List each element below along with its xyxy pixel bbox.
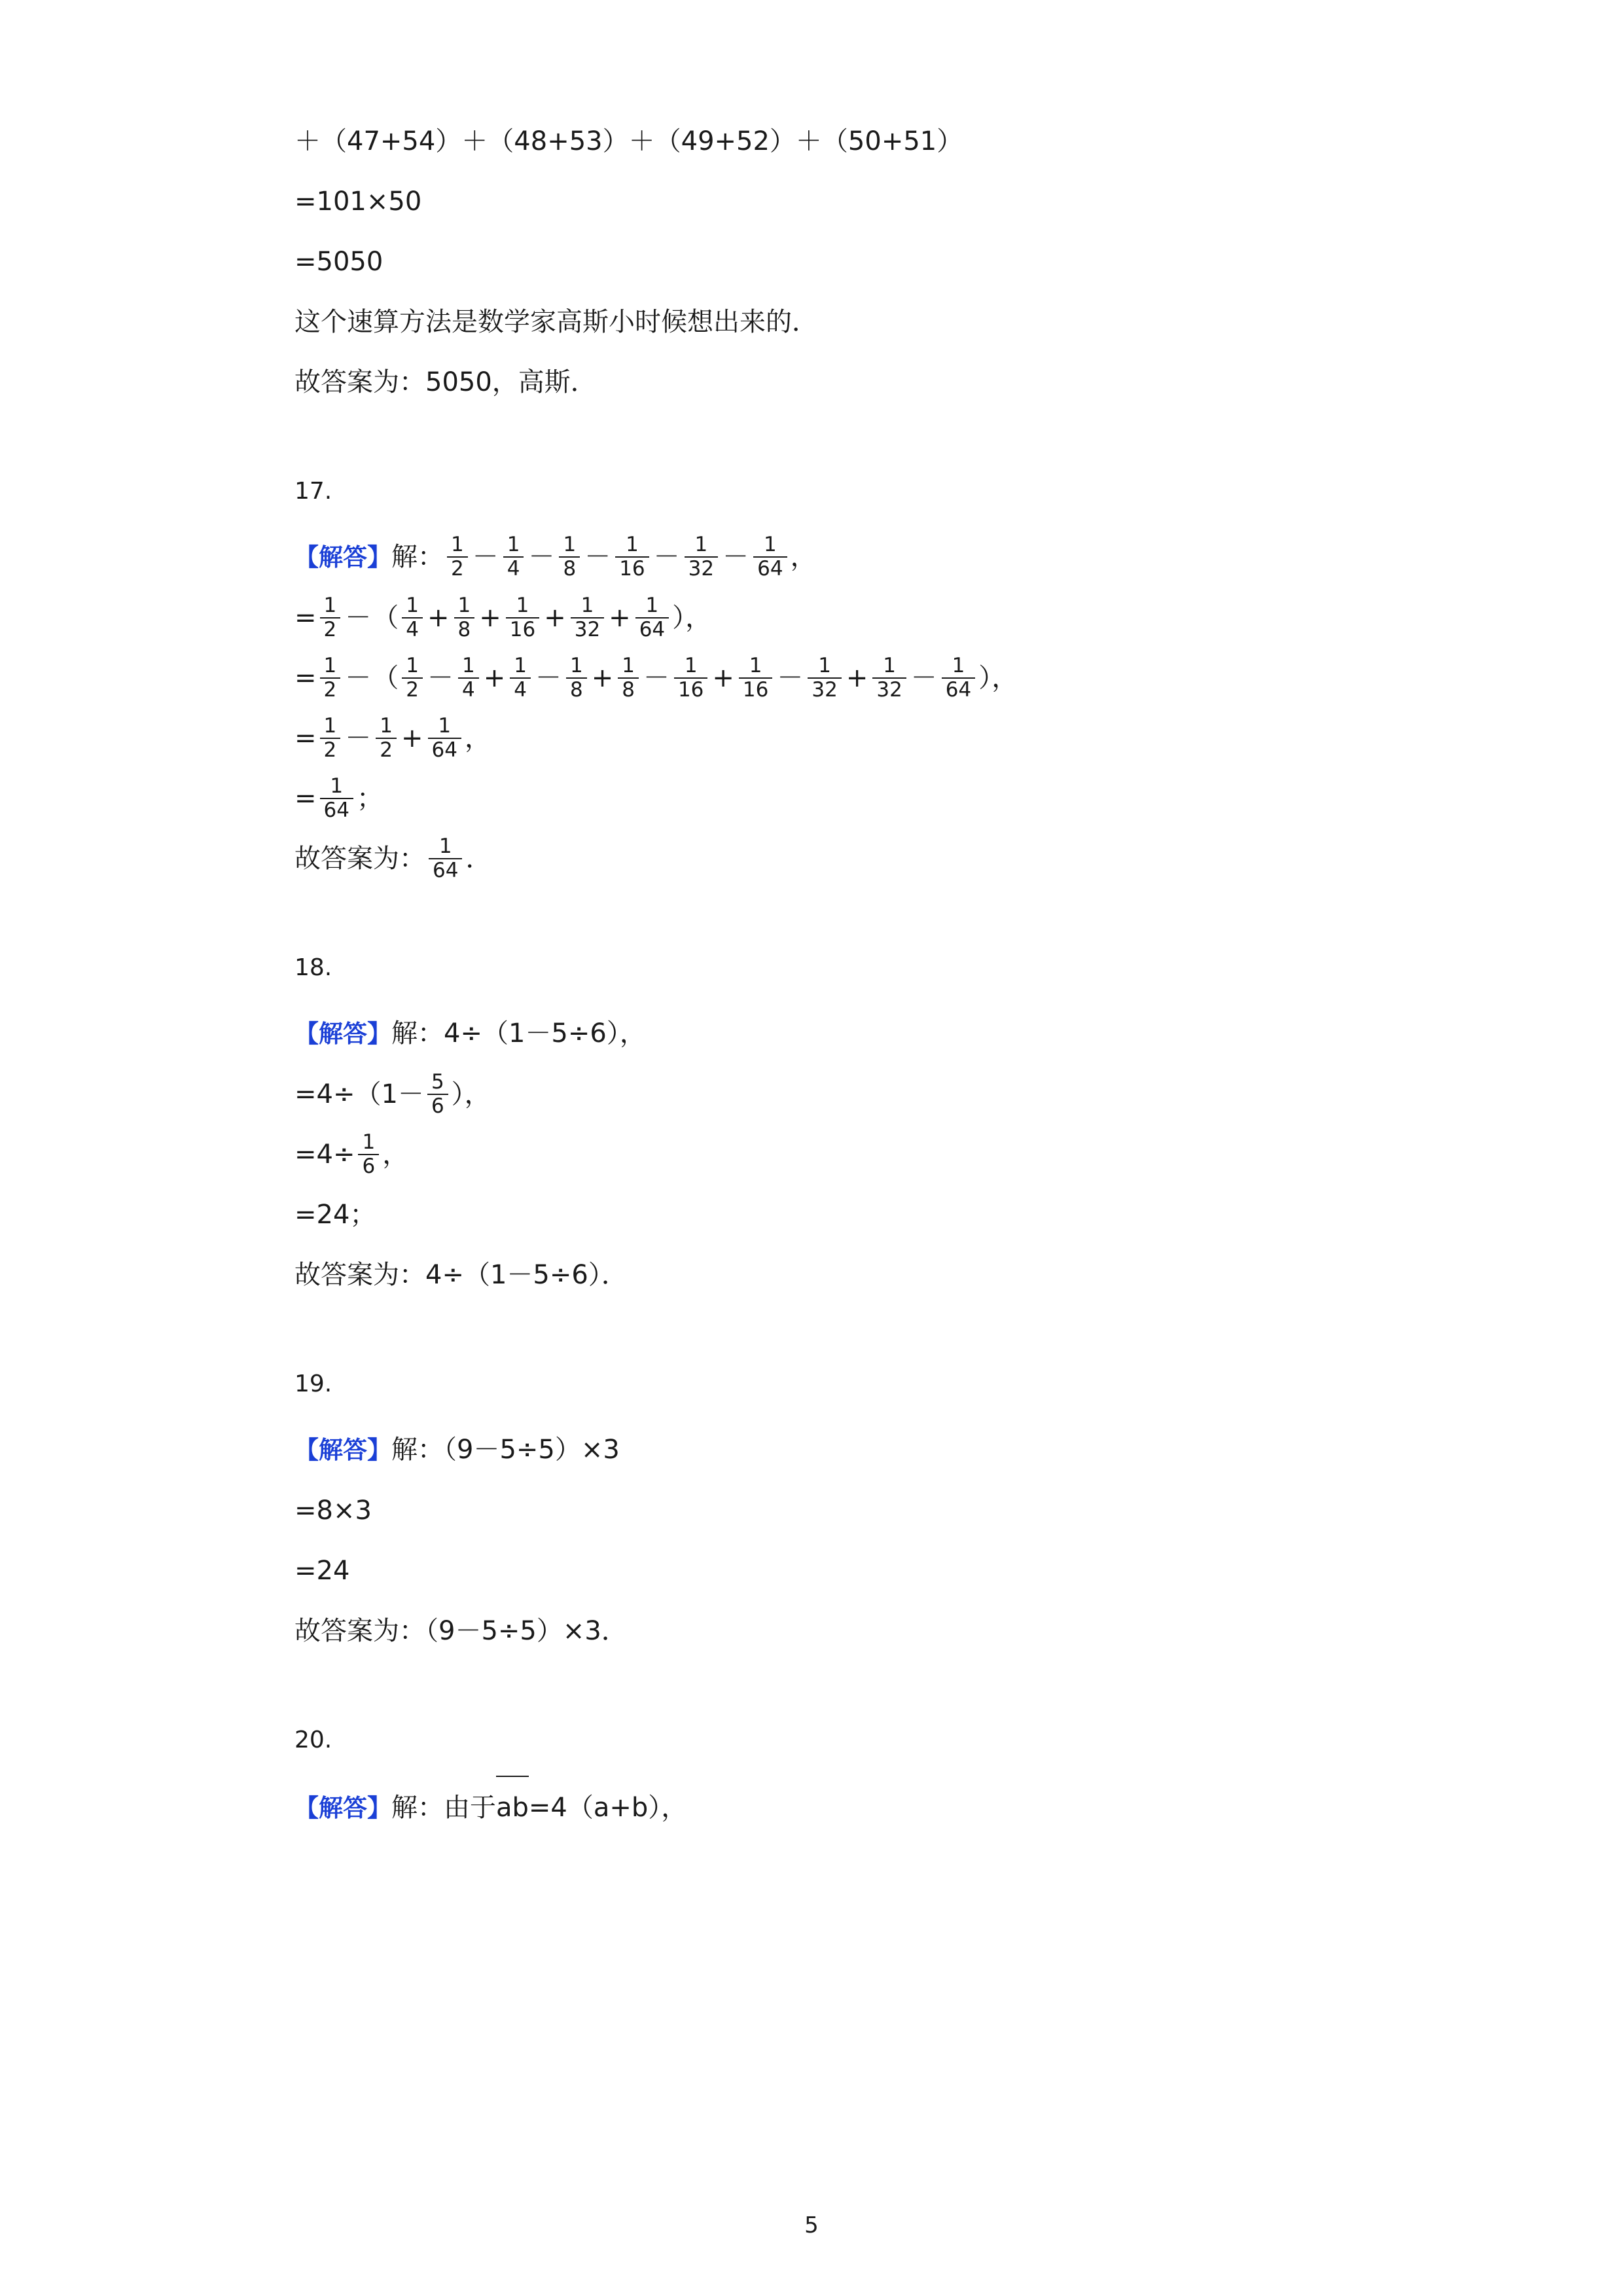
question-18-line-1 xyxy=(294,1003,1459,1064)
expression-prefix: =4÷（1－ xyxy=(294,1079,424,1109)
fraction: $\frac{1}{64}$ xyxy=(429,836,462,881)
fraction: $\frac{1}{64}$ xyxy=(942,655,975,700)
answer-tag: 【解答】 xyxy=(294,543,391,571)
question-18-number: 18. xyxy=(294,954,332,981)
question-19-line-1 xyxy=(294,1420,1459,1480)
question-18-answer-line: 故答案为：4÷（1－5÷6）． xyxy=(294,1260,628,1290)
page-number: 5 xyxy=(804,2212,819,2238)
expression-suffix: ）， xyxy=(451,1079,491,1109)
fraction: $\frac{1}{8}$ xyxy=(566,655,587,700)
question-19-block xyxy=(294,1371,1459,1661)
spacer xyxy=(294,412,1459,478)
answer-prefix: 故答案为： xyxy=(294,844,425,874)
fraction: $\frac{1}{32}$ xyxy=(685,534,718,579)
fraction: $\frac{5}{6}$ xyxy=(427,1071,448,1117)
solve-lead: 解： xyxy=(391,1793,444,1823)
question-18-line-3 xyxy=(294,1124,1459,1185)
continued-line-3: =5050 xyxy=(294,247,383,277)
question-18-line-2 xyxy=(294,1064,1459,1124)
question-17-line-3: = $\frac{1}{2}$ －（ $\frac{1}{2}$ － $\frac{1}{4}$ + $\frac{1}{4}$ － $\frac{1}{8}$ + $\frac{1}{8}$ － $\frac{1}{16}$ + $\frac{1}{16}$ － $\frac{1}{32}$ + $\frac{1}{32}$ － $\frac{1}{64}$ ）， xyxy=(294,654,1018,702)
continued-line-1: ＋（47+54）＋（48+53）＋（49+52）＋（50+51） xyxy=(294,126,963,156)
fraction: $\frac{1}{8}$ xyxy=(618,655,639,700)
spacer xyxy=(294,1397,1459,1420)
fraction: $\frac{1}{2}$ xyxy=(320,655,341,700)
expression: （9－5÷5）×3 xyxy=(444,1435,620,1465)
fraction: $\frac{1}{4}$ xyxy=(503,534,524,579)
fraction: $\frac{1}{2}$ xyxy=(320,595,341,640)
continued-line-5: 故答案为：5050，高斯． xyxy=(294,367,597,397)
fraction: $\frac{1}{16}$ xyxy=(674,655,707,700)
question-20-number: 20. xyxy=(294,1727,332,1753)
spacer xyxy=(294,889,1459,954)
fraction: $\frac{1}{4}$ xyxy=(510,655,531,700)
spacer xyxy=(294,505,1459,527)
question-19-line-2: =8×3 xyxy=(294,1496,372,1526)
question-18-line-4: =24； xyxy=(294,1200,376,1230)
expression-prefix: 由于 xyxy=(444,1793,496,1823)
fraction: $\frac{1}{16}$ xyxy=(615,534,649,579)
answer-suffix: ． xyxy=(465,844,492,874)
spacer xyxy=(294,1753,1459,1776)
expression-suffix: =4（a+b）， xyxy=(528,1793,688,1823)
fraction: $\frac{1}{64}$ xyxy=(753,534,787,579)
question-17-block xyxy=(294,478,1459,889)
fraction: $\frac{1}{6}$ xyxy=(358,1132,379,1177)
fraction: $\frac{1}{2}$ xyxy=(376,715,397,761)
answer-tag: 【解答】 xyxy=(294,1020,391,1048)
question-19-answer-line: 故答案为：（9－5÷5）×3． xyxy=(294,1616,628,1646)
expression: 4÷（1－5÷6）， xyxy=(444,1018,646,1049)
question-17-line-5: = $\frac{1}{64}$ ； xyxy=(294,774,383,822)
continued-line-4: 这个速算方法是数学家高斯小时候想出来的． xyxy=(294,307,818,337)
question-17-line-4: = $\frac{1}{2}$ － $\frac{1}{2}$ + $\frac{1}{64}$ ， xyxy=(294,714,491,762)
fraction: $\frac{1}{16}$ xyxy=(506,595,539,640)
answer-tag: 【解答】 xyxy=(294,1794,391,1822)
solve-lead: 解： xyxy=(391,542,444,572)
expression-suffix: ， xyxy=(382,1139,409,1170)
fraction: $\frac{1}{2}$ xyxy=(320,715,341,761)
spacer xyxy=(294,1661,1459,1727)
spacer xyxy=(294,1305,1459,1371)
question-17-answer-line xyxy=(294,829,1459,889)
question-19-line-3: =24 xyxy=(294,1556,350,1586)
solve-lead: 解： xyxy=(391,1018,444,1049)
fraction: $\frac{1}{64}$ xyxy=(428,715,461,761)
fraction: $\frac{1}{4}$ xyxy=(402,595,423,640)
question-18-block xyxy=(294,954,1459,1305)
question-17-line-2: = $\frac{1}{2}$ －（ $\frac{1}{4}$ + $\frac{1}{8}$ + $\frac{1}{16}$ + $\frac{1}{32}$ + $\frac{1}{64}$ ）， xyxy=(294,594,712,641)
answer-tag: 【解答】 xyxy=(294,1436,391,1464)
fraction: $\frac{1}{32}$ xyxy=(872,655,906,700)
fraction: $\frac{1}{32}$ xyxy=(571,595,604,640)
fraction: $\frac{1}{8}$ xyxy=(454,595,475,640)
fraction: $\frac{1}{2}$ xyxy=(447,534,468,579)
question-20-line-1 xyxy=(294,1776,1459,1839)
question-20-block xyxy=(294,1727,1459,1839)
question-19-number: 19. xyxy=(294,1371,332,1397)
fraction: $\frac{1}{16}$ xyxy=(739,655,772,700)
fraction: $\frac{1}{4}$ xyxy=(458,655,479,700)
solve-lead: 解： xyxy=(391,1435,444,1465)
question-17-number: 17. xyxy=(294,478,332,505)
continued-line-2: =101×50 xyxy=(294,187,422,217)
fraction: $\frac{1}{32}$ xyxy=(808,655,841,700)
fraction: $\frac{1}{64}$ xyxy=(320,776,353,821)
fraction: $\frac{1}{8}$ xyxy=(559,534,580,579)
spacer xyxy=(294,981,1459,1003)
fraction: $\frac{1}{2}$ xyxy=(402,655,423,700)
expression-prefix: =4÷ xyxy=(294,1139,355,1170)
overline-variable: ab xyxy=(496,1776,529,1838)
continued-solution-block xyxy=(294,111,1459,412)
question-17-line-1: 【解答】解： $\frac{1}{2}$ － $\frac{1}{4}$ － $\frac{1}{8}$ － $\frac{1}{16}$ － $\frac{1}{32}$ － $\frac{1}{64}$ ， xyxy=(294,533,817,581)
fraction: $\frac{1}{64}$ xyxy=(635,595,669,640)
